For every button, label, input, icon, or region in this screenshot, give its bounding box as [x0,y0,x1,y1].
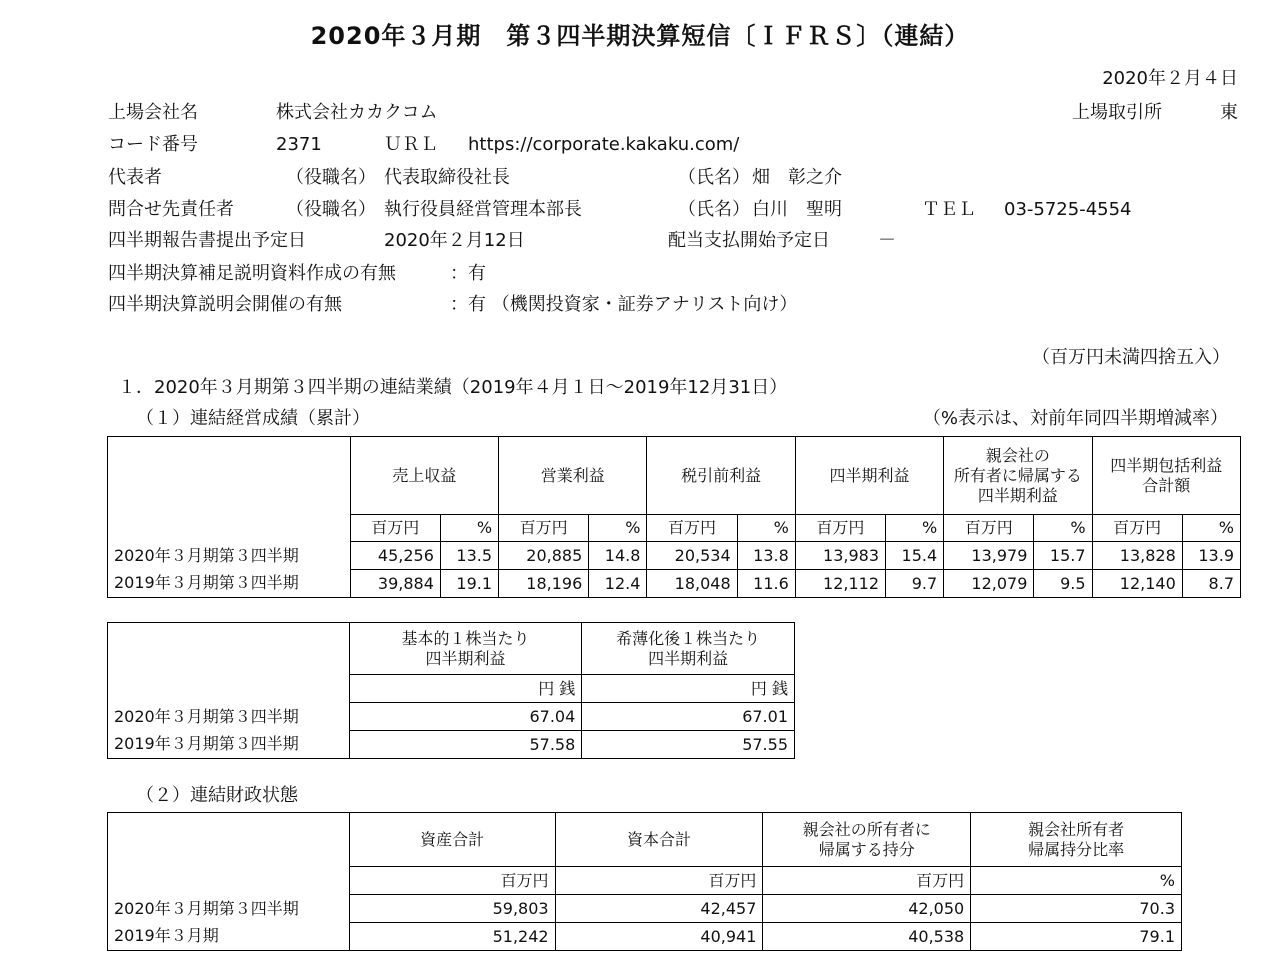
url-link[interactable]: https://corporate.kakaku.com/ [468,134,740,155]
header-blank [108,813,350,867]
company-name-value: 株式会社カカクコム [276,102,438,123]
pct-cell: % [886,515,944,542]
pretax-profit-value: 18,048 [647,570,737,598]
pct-cell: % [1034,515,1092,542]
contact-title-value: 執行役員経営管理本部長 [384,199,582,220]
page-title: 2020年３月期 第３四半期決算短信〔ＩＦＲＳ〕（連結） [310,22,970,50]
basic-eps-value: 67.04 [349,703,582,731]
unit-cell: 百万円 [350,515,440,542]
revenue-pct: 19.1 [440,570,498,598]
revenue-pct: 13.5 [440,542,498,570]
unit-cell: 百万円 [1092,515,1182,542]
total-assets-value: 59,803 [349,895,555,923]
operating-profit-value: 20,885 [499,542,589,570]
unit-cell: 百万円 [763,867,971,895]
section2-heading: （２）連結財政状態 [136,785,298,806]
section1-heading: １．2020年３月期第３四半期の連結業績（2019年４月１日～2019年12月31日） [118,377,788,398]
operating-profit-pct: 12.4 [589,570,647,598]
financial-position-table [107,812,1182,951]
row-label: 2020年３月期第３四半期 [108,542,351,570]
unit-blank [108,867,350,895]
unit-blank [108,515,351,542]
owner-equity-value: 42,050 [763,895,971,923]
release-date: 2020年２月４日 [1102,68,1238,89]
header-blank [108,623,350,675]
row-label: 2020年３月期第３四半期 [108,895,350,923]
pct-cell: % [589,515,647,542]
tel-label: ＴＥＬ [922,199,976,220]
contact-name-value: 白川 聖明 [752,199,842,220]
unit-blank [108,675,350,703]
unit-cell: % [971,867,1182,895]
unit-cell: 円 銭 [349,675,582,703]
dividend-date-label: 配当支払開始予定日 [668,230,830,251]
rep-title-value: 代表取締役社長 [384,167,510,188]
col-pretax-profit: 税引前利益 [647,437,795,515]
equity-ratio-value: 70.3 [971,895,1182,923]
report-date-value: 2020年２月12日 [384,230,525,251]
pct-cell: % [440,515,498,542]
diluted-eps-value: 57.55 [582,731,795,759]
code-label: コード番号 [108,134,198,155]
col-operating-profit: 営業利益 [499,437,647,515]
col-diluted-eps: 希薄化後１株当たり 四半期利益 [582,623,795,675]
col-total-equity: 資本合計 [555,813,763,867]
quarter-profit-value: 13,983 [795,542,885,570]
table-row [108,570,1241,598]
representative-label: 代表者 [108,167,162,188]
owner-profit-value: 13,979 [944,542,1034,570]
col-comprehensive-income: 四半期包括利益 合計額 [1092,437,1240,515]
owner-profit-pct: 9.5 [1034,570,1092,598]
col-basic-eps: 基本的１株当たり 四半期利益 [349,623,582,675]
owner-equity-value: 40,538 [763,923,971,951]
exchange-value: 東 [1220,102,1238,123]
operating-profit-value: 18,196 [499,570,589,598]
comprehensive-income-pct: 8.7 [1182,570,1240,598]
briefing-label: 四半期決算説明会開催の有無 [108,294,342,315]
quarter-profit-pct: 15.4 [886,542,944,570]
pretax-profit-value: 20,534 [647,542,737,570]
operating-profit-pct: 14.8 [589,542,647,570]
tel-value: 03-5725-4554 [1004,199,1132,220]
equity-ratio-value: 79.1 [971,923,1182,951]
col-revenue: 売上収益 [350,437,498,515]
pct-cell: % [1182,515,1240,542]
contact-title-label: （役職名） [286,199,376,220]
total-assets-value: 51,242 [349,923,555,951]
basic-eps-value: 57.58 [349,731,582,759]
unit-cell: 円 銭 [582,675,795,703]
owner-profit-pct: 15.7 [1034,542,1092,570]
company-name-label: 上場会社名 [108,102,198,123]
rep-title-label: （役職名） [286,167,376,188]
code-value: 2371 [276,134,322,155]
quarter-profit-value: 12,112 [795,570,885,598]
revenue-value: 39,884 [350,570,440,598]
unit-cell: 百万円 [795,515,885,542]
col-quarter-profit: 四半期利益 [795,437,943,515]
owner-profit-value: 12,079 [944,570,1034,598]
eps-table [107,622,795,759]
col-total-assets: 資産合計 [349,813,555,867]
rep-name-label: （氏名） [678,167,750,188]
url-label: ＵＲＬ [384,134,438,155]
rep-name-value: 畑 彰之介 [752,167,842,188]
quarter-profit-pct: 9.7 [886,570,944,598]
table-row [108,731,795,759]
table-row [108,895,1182,923]
table-row [108,923,1182,951]
exchange-label: 上場取引所 [1072,102,1162,123]
comprehensive-income-pct: 13.9 [1182,542,1240,570]
row-label: 2019年３月期 [108,923,350,951]
operating-results-table [107,436,1241,598]
total-equity-value: 40,941 [555,923,763,951]
unit-cell: 百万円 [647,515,737,542]
comprehensive-income-value: 13,828 [1092,542,1182,570]
unit-cell: 百万円 [349,867,555,895]
comprehensive-income-value: 12,140 [1092,570,1182,598]
col-equity-ratio: 親会社所有者 帰属持分比率 [971,813,1182,867]
col-owner-profit: 親会社の 所有者に帰属する 四半期利益 [944,437,1092,515]
diluted-eps-value: 67.01 [582,703,795,731]
section1-subheading: （１）連結経営成績（累計） [136,408,370,429]
supplementary-label: 四半期決算補足説明資料作成の有無 [108,263,396,284]
rounding-note: （百万円未満四捨五入） [1032,347,1230,368]
row-label: 2020年３月期第３四半期 [108,703,350,731]
contact-name-label: （氏名） [678,199,750,220]
pct-note: （%表示は、対前年同四半期増減率） [922,408,1228,429]
row-label: 2019年３月期第３四半期 [108,731,350,759]
unit-cell: 百万円 [555,867,763,895]
unit-cell: 百万円 [944,515,1034,542]
revenue-value: 45,256 [350,542,440,570]
header-blank [108,437,351,515]
dividend-date-value: － [878,230,896,251]
row-label: 2019年３月期第３四半期 [108,570,351,598]
col-owner-equity: 親会社の所有者に 帰属する持分 [763,813,971,867]
contact-label: 問合せ先責任者 [108,199,234,220]
pct-cell: % [737,515,795,542]
pretax-profit-pct: 13.8 [737,542,795,570]
unit-cell: 百万円 [499,515,589,542]
report-date-label: 四半期報告書提出予定日 [108,230,306,251]
briefing-value: ：有 （機関投資家・証券アナリスト向け） [450,294,798,315]
table-row [108,542,1241,570]
pretax-profit-pct: 11.6 [737,570,795,598]
total-equity-value: 42,457 [555,895,763,923]
supplementary-value: ：有 [450,263,486,284]
table-row [108,703,795,731]
